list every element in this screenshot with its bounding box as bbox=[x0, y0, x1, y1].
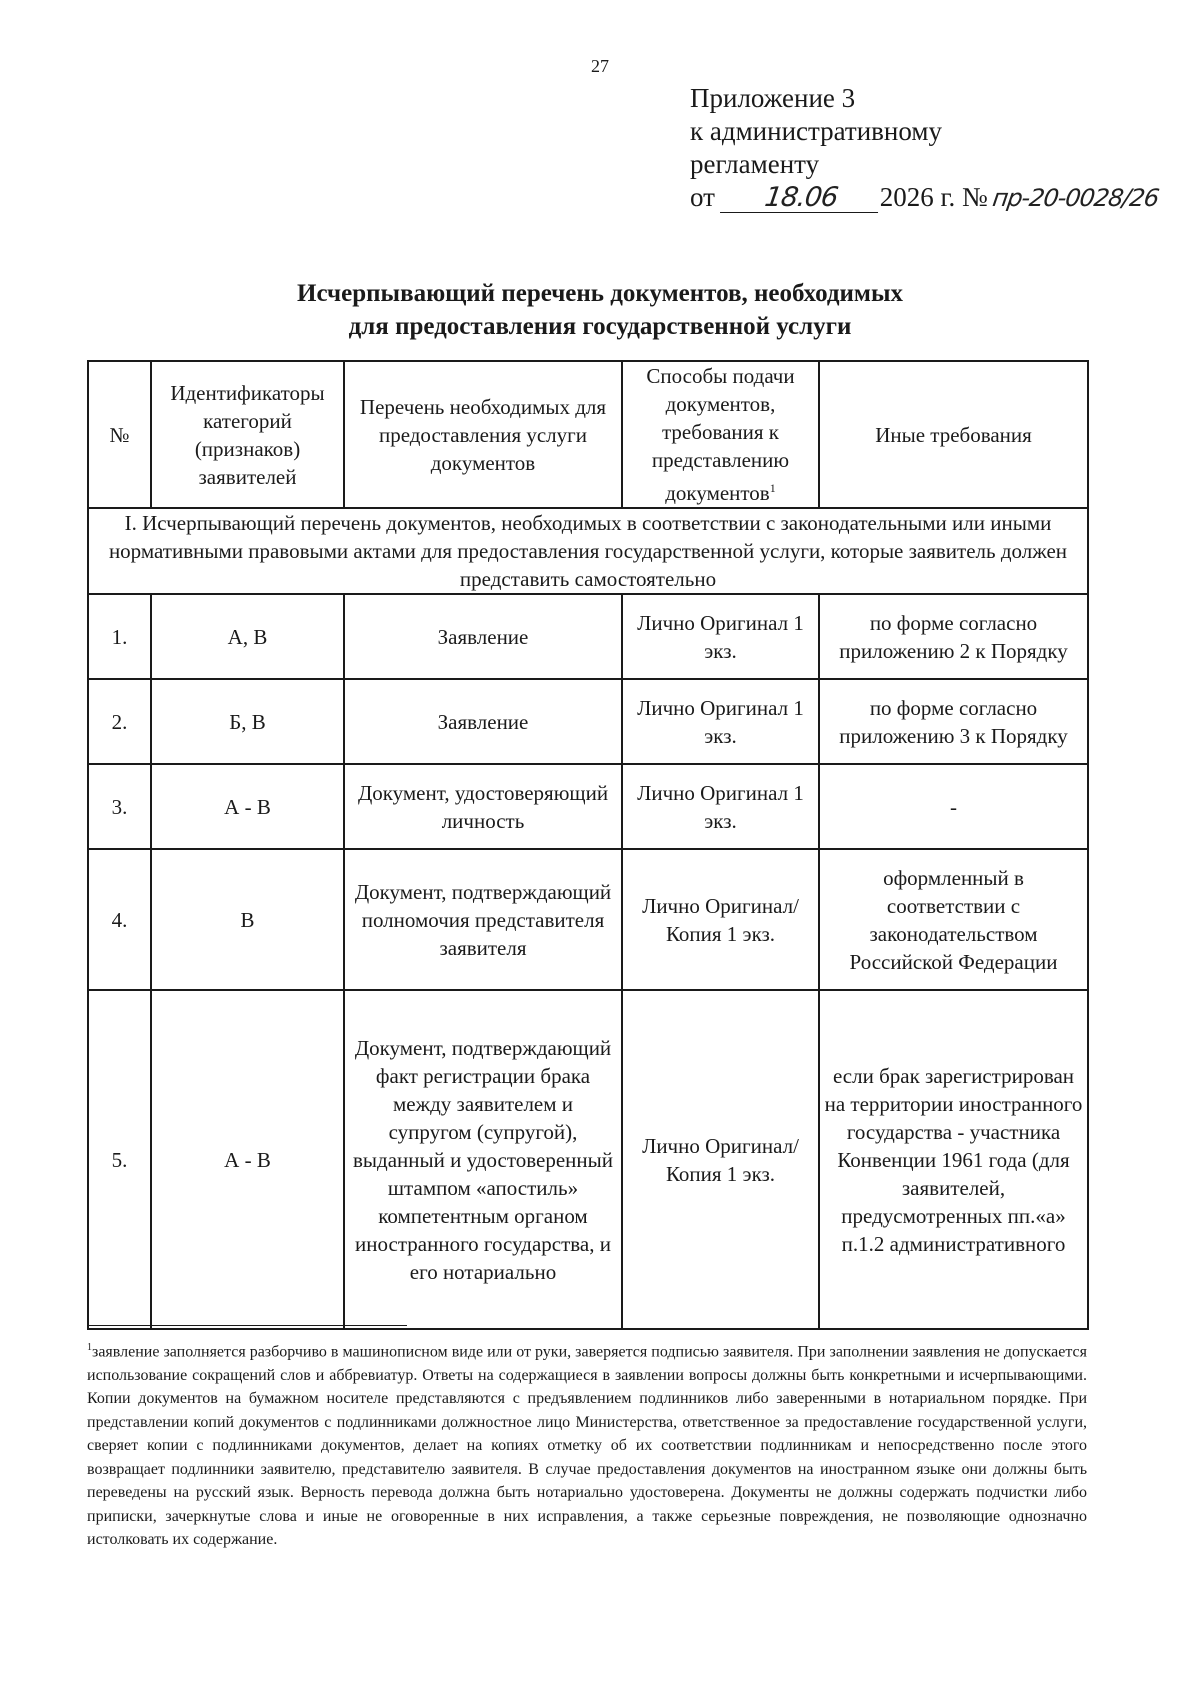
row-document: Документ, удостоверяющий личность bbox=[344, 764, 622, 849]
appendix-line-2: к административному bbox=[690, 116, 942, 146]
row-method: Лично Оригинал/Копия 1 экз. bbox=[622, 849, 819, 990]
header-methods-text: Способы подачи документов, требования к представлению документов bbox=[646, 364, 795, 505]
section-row bbox=[88, 508, 1088, 594]
section-heading: I. Исчерпывающий перечень документов, необходимых в соответствии с законодательными или иными нормативными правовыми актами для предоставления государственной услуги, которые заявитель должен представить самостоятельно bbox=[88, 508, 1088, 594]
row-num: 2. bbox=[88, 679, 151, 764]
appendix-line-3: регламенту bbox=[690, 149, 820, 179]
footnote bbox=[87, 1336, 1087, 1552]
table-row bbox=[88, 764, 1088, 849]
row-categories: А - В bbox=[151, 764, 344, 849]
header-documents: Перечень необходимых для предоставления услуги документов bbox=[344, 361, 622, 508]
table-row bbox=[88, 594, 1088, 679]
appendix-year-text: 2026 г. № bbox=[879, 182, 988, 212]
row-other: по форме согласно приложению 2 к Порядку bbox=[819, 594, 1088, 679]
row-method: Лично Оригинал 1 экз. bbox=[622, 679, 819, 764]
footnote-reference: 1 bbox=[769, 481, 776, 495]
row-method: Лично Оригинал/Копия 1 экз. bbox=[622, 990, 819, 1329]
row-document: Заявление bbox=[344, 679, 622, 764]
row-categories: В bbox=[151, 849, 344, 990]
title-line-2: для предоставления государственной услуги bbox=[348, 313, 852, 340]
row-method: Лично Оригинал 1 экз. bbox=[622, 594, 819, 679]
appendix-line-1: Приложение 3 bbox=[690, 83, 856, 113]
footnote-divider bbox=[87, 1325, 407, 1326]
row-document: Документ, подтверждающий факт регистрации брака между заявителем и супругом (супругой), выданный и удостоверенный штампом «апостиль» компетентным органом иностранного государства, и его нотариально bbox=[344, 990, 622, 1329]
header-num: № bbox=[88, 361, 151, 508]
row-document: Заявление bbox=[344, 594, 622, 679]
header-other: Иные требования bbox=[819, 361, 1088, 508]
table-row bbox=[88, 679, 1088, 764]
footnote-text: заявление заполняется разборчиво в машинописном виде или от руки, заверяется подписью заявителя. При заполнении заявления не допускается использование сокращений слов и аббревиатур. Ответы на содержащиеся в заявлении вопросы должны быть конкретными и исчерпывающими. Копии документов на бумажном носителе представляются с предъявлением подлинников либо заверенными в нотариальном порядке. При представлении копий документов с подлинниками должностное лицо Министерства, ответственное за предоставление государственной услуги, сверяет копии с подлинниками документов, делает на копиях отметку об их соответствии подлинникам и непосредственно после этого возвращает подлинники заявителю, представителю заявителя. В случае предоставления документов на иностранном языке они должны быть переведены на русский язык. Верность перевода должна быть нотариально удостоверена. Документы не должны содержать подчистки либо приписки, зачеркнутые слова и иные не оговоренные в них исправления, а также серьезные повреждения, не позволяющие однозначно истолковать их содержание. bbox=[87, 1343, 1087, 1549]
title-line-1: Исчерпывающий перечень документов, необходимых bbox=[297, 280, 903, 307]
row-num: 3. bbox=[88, 764, 151, 849]
appendix-block bbox=[690, 82, 1163, 214]
documents-table bbox=[87, 360, 1089, 1330]
table-row bbox=[88, 849, 1088, 990]
row-document: Документ, подтверждающий полномочия представителя заявителя bbox=[344, 849, 622, 990]
row-other: оформленный в соответствии с законодательством Российской Федерации bbox=[819, 849, 1088, 990]
header-categories: Идентификаторы категорий (признаков) заявителей bbox=[151, 361, 344, 508]
row-other: - bbox=[819, 764, 1088, 849]
header-methods bbox=[622, 361, 819, 508]
row-categories: А - В bbox=[151, 990, 344, 1329]
row-num: 1. bbox=[88, 594, 151, 679]
handwritten-date: 18.06 bbox=[720, 184, 882, 213]
document-title bbox=[0, 277, 1200, 343]
row-categories: Б, В bbox=[151, 679, 344, 764]
page-number: 27 bbox=[591, 56, 609, 76]
row-categories: А, В bbox=[151, 594, 344, 679]
row-other: по форме согласно приложению 3 к Порядку bbox=[819, 679, 1088, 764]
appendix-from-label: от bbox=[690, 182, 715, 212]
footnote-mark: 1 bbox=[87, 1342, 92, 1353]
table-row bbox=[88, 990, 1088, 1329]
row-method: Лично Оригинал 1 экз. bbox=[622, 764, 819, 849]
row-num: 4. bbox=[88, 849, 151, 990]
table-header-row bbox=[88, 361, 1088, 508]
row-num: 5. bbox=[88, 990, 151, 1329]
appendix-date-line bbox=[690, 181, 1163, 214]
handwritten-number: пр-20-0028/26 bbox=[990, 184, 1160, 212]
row-other: если брак зарегистрирован на территории иностранного государства - участника Конвенции 1961 года (для заявителей, предусмотренных пп.«а» п.1.2 административного bbox=[819, 990, 1088, 1329]
